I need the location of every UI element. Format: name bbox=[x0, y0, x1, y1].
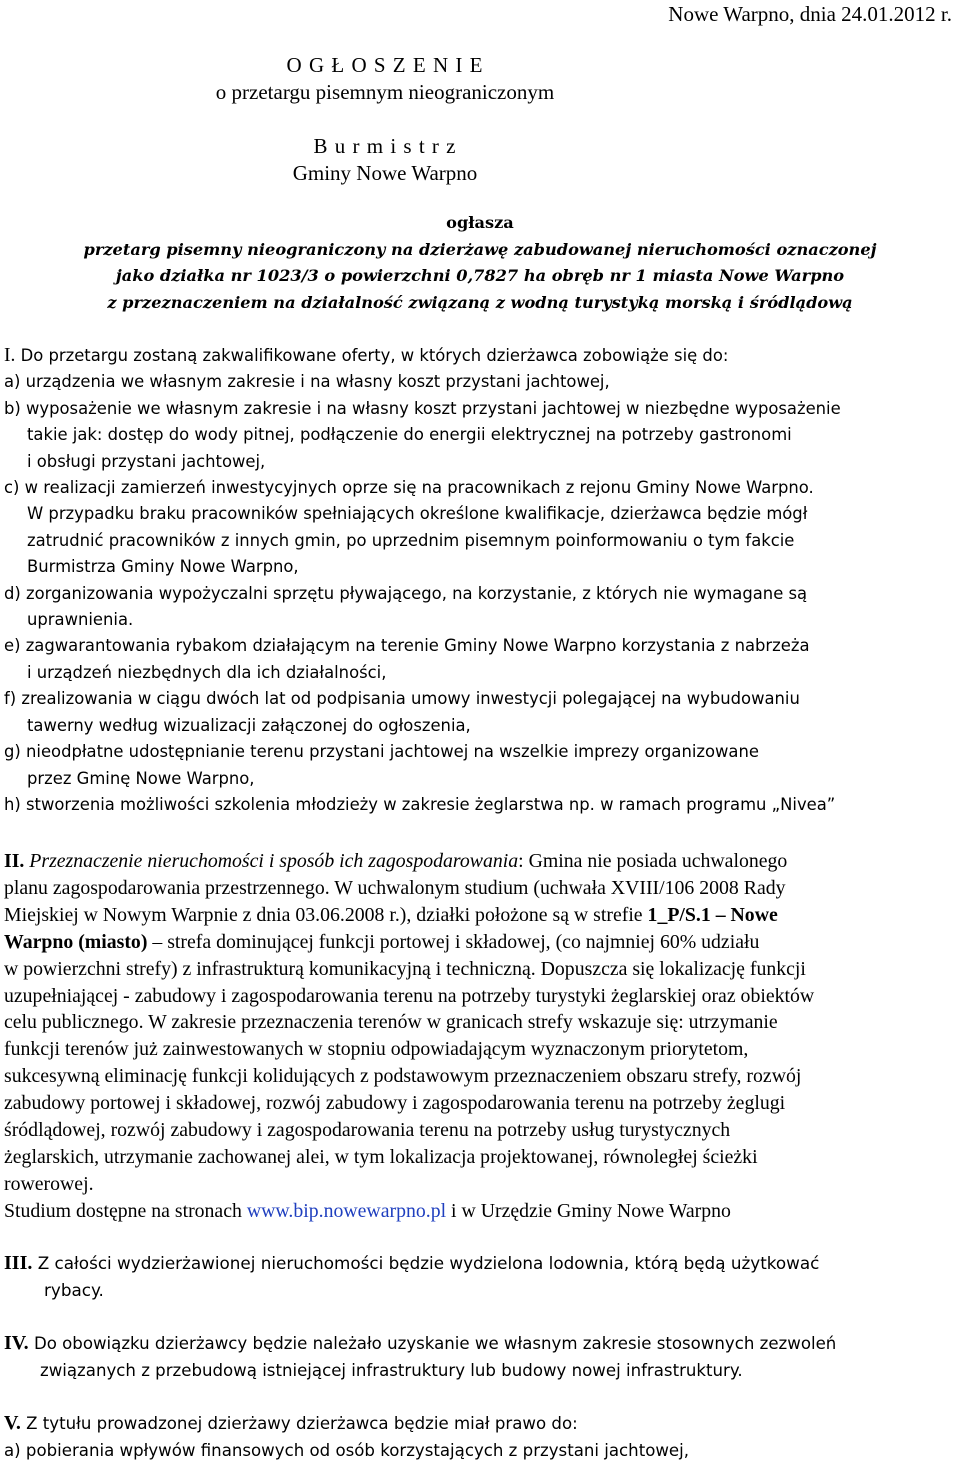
section-4 bbox=[4, 1330, 956, 1384]
section-2-line: rowerowej. bbox=[4, 1172, 94, 1195]
section-1-line: i obsługi przystani jachtowej, bbox=[27, 451, 266, 471]
section-1-line: a) urządzenia we własnym zakresie i na własny koszt przystani jachtowej, bbox=[4, 372, 610, 392]
section-1-line: tawerny według wizualizacji załączonej do ogłoszenia, bbox=[27, 715, 471, 735]
section-1-line: zatrudnić pracowników z innych gmin, po uprzednim pisemnym poinformowaniu o tym fakcie bbox=[27, 530, 795, 550]
section-1-line: W przypadku braku pracowników spełniających określone kwalifikacje, dzierżawca będzie mógł bbox=[27, 504, 808, 524]
document-subtitle: o przetargu pisemnym nieograniczonym bbox=[215, 80, 555, 104]
section-2-text: Miejskiej w Nowym Warpnie z dnia 03.06.2008 r.), działki położone są w strefie bbox=[4, 903, 648, 926]
section-4-text: związanych z przebudową istniejącej infrastruktury lub budowy nowej infrastruktury. bbox=[40, 1361, 743, 1380]
section-2-text: : Gmina nie posiada uchwalonego bbox=[518, 850, 788, 872]
section-2-text: – strefa dominującej funkcji portowej i składowej, (co najmniej 60% udziału bbox=[147, 930, 760, 953]
section-3-numeral: III. bbox=[4, 1252, 33, 1274]
section-1-line: i urządzeń niezbędnych dla ich działalności, bbox=[27, 662, 387, 682]
section-1-line: c) w realizacji zamierzeń inwestycyjnych oprze się na pracownikach z rejonu Gminy Nowe Warpno. bbox=[4, 478, 814, 498]
section-1-line: b) wyposażenie we własnym zakresie i na własny koszt przystani jachtowej w niezbędne wyposażenie bbox=[4, 398, 841, 418]
section-2 bbox=[4, 848, 956, 1225]
section-1-line: Do przetargu zostaną zakwalifikowane oferty, w których dzierżawca zobowiąże się do: bbox=[20, 346, 729, 365]
notice-line-3: z przeznaczeniem na działalność związaną z wodną turystyką morską i śródlądową bbox=[107, 292, 853, 312]
section-5 bbox=[4, 1410, 956, 1464]
section-1-numeral: I. bbox=[4, 345, 16, 366]
section-1-line: d) zorganizowania wypożyczalni sprzętu pływającego, na korzystanie, z których nie wymagane są bbox=[4, 583, 808, 603]
section-4-text: Do obowiązku dzierżawcy będzie należało uzyskanie we własnym zakresie stosownych zezwoleń bbox=[33, 1334, 837, 1353]
bip-link[interactable]: www.bip.nowewarpno.pl bbox=[246, 1199, 447, 1222]
section-1-line: g) nieodpłatne udostępnianie terenu przystani jachtowej na wszelkie imprezy organizowane bbox=[4, 742, 759, 762]
section-1-line: takie jak: dostęp do wody pitnej, podłączenie do energii elektrycznej na potrzeby gastronomi bbox=[27, 425, 792, 445]
notice-block bbox=[0, 210, 960, 316]
zone-code: 1_P/S.1 – Nowe bbox=[647, 903, 778, 926]
section-2-line: funkcji terenów już zainwestowanych w stopniu odpowiadającym wyznaczonym priorytetom, bbox=[4, 1038, 749, 1061]
section-2-numeral: II. bbox=[4, 850, 25, 872]
office-title: B u r m i s t r z bbox=[313, 134, 457, 158]
section-2-line: w powierzchni strefy) z infrastrukturą komunikacyjną i techniczną. Dopuszcza się lokalizację funkcji bbox=[4, 957, 806, 980]
study-text: Studium dostępne na stronach bbox=[4, 1199, 247, 1222]
section-2-line: zabudowy portowej i składowej, rozwój zabudowy i zagospodarowania terenu na potrzeby żeglugi bbox=[4, 1092, 786, 1115]
section-5-text: Z tytułu prowadzonej dzierżawy dzierżawca będzie miał prawo do: bbox=[26, 1414, 578, 1433]
document-header bbox=[0, 52, 770, 187]
section-5-numeral: V. bbox=[4, 1412, 21, 1434]
section-1 bbox=[4, 343, 956, 818]
section-2-line: uzupełniającej - zabudowy i zagospodarowania terenu na potrzeby turystyki żeglarskiej oraz obiektów bbox=[4, 984, 815, 1007]
section-1-line: h) stworzenia możliwości szkolenia młodzieży w zakresie żeglarstwa np. w ramach programu „Nivea” bbox=[4, 794, 836, 814]
section-2-text: planu zagospodarowania przestrzennego. W uchwalonym studium (uchwała XVIII/106 2008 Rady bbox=[4, 876, 786, 899]
zone-name: Warpno (miasto) bbox=[4, 930, 148, 953]
section-2-line: żeglarskich, utrzymanie zachowanej alei, w tym lokalizacja projektowanej, równoległej ścieżki bbox=[4, 1145, 758, 1168]
section-2-heading: Przeznaczenie nieruchomości i sposób ich zagospodarowania bbox=[29, 850, 519, 872]
section-3-text: Z całości wydzierżawionej nieruchomości będzie wydzielona lodownia, którą będą użytkować bbox=[37, 1253, 820, 1273]
document-title: O G Ł O S Z E N I E bbox=[286, 53, 484, 77]
document-date: Nowe Warpno, dnia 24.01.2012 r. bbox=[668, 2, 952, 26]
notice-line-1: przetarg pisemny nieograniczony na dzierżawę zabudowanej nieruchomości oznaczonej bbox=[83, 239, 877, 259]
notice-verb: ogłasza bbox=[446, 213, 514, 232]
section-3-text: rybacy. bbox=[44, 1280, 104, 1300]
study-text: i w Urzędzie Gminy Nowe Warpno bbox=[446, 1199, 731, 1222]
section-4-numeral: IV. bbox=[4, 1332, 29, 1354]
section-2-line: śródlądowej, rozwój zabudowy i zagospodarowania terenu na potrzeby usług turystycznych bbox=[4, 1119, 731, 1142]
section-2-line: sukcesywną eliminację funkcji kolidujących z podstawowym przeznaczeniem obszaru strefy, rozwój bbox=[4, 1065, 802, 1088]
section-1-line: e) zagwarantowania rybakom działającym na terenie Gminy Nowe Warpno korzystania z nabrzeża bbox=[4, 636, 810, 656]
section-1-line: f) zrealizowania w ciągu dwóch lat od podpisania umowy inwestycji polegającej na wybudowaniu bbox=[4, 689, 800, 709]
section-2-line: celu publicznego. W zakresie przeznaczenia terenów w granicach strefy wskazuje się: utrzymanie bbox=[4, 1011, 778, 1034]
section-1-line: przez Gminę Nowe Warpno, bbox=[27, 768, 255, 788]
section-1-line: Burmistrza Gminy Nowe Warpno, bbox=[27, 557, 299, 577]
section-3 bbox=[4, 1250, 956, 1304]
notice-line-2: jako działka nr 1023/3 o powierzchni 0,7827 ha obręb nr 1 miasta Nowe Warpno bbox=[115, 266, 845, 285]
section-5-text: a) pobierania wpływów finansowych od osób korzystających z przystani jachtowej, bbox=[4, 1441, 690, 1460]
municipality-name: Gminy Nowe Warpno bbox=[292, 161, 478, 185]
section-1-line: uprawnienia. bbox=[27, 610, 134, 630]
